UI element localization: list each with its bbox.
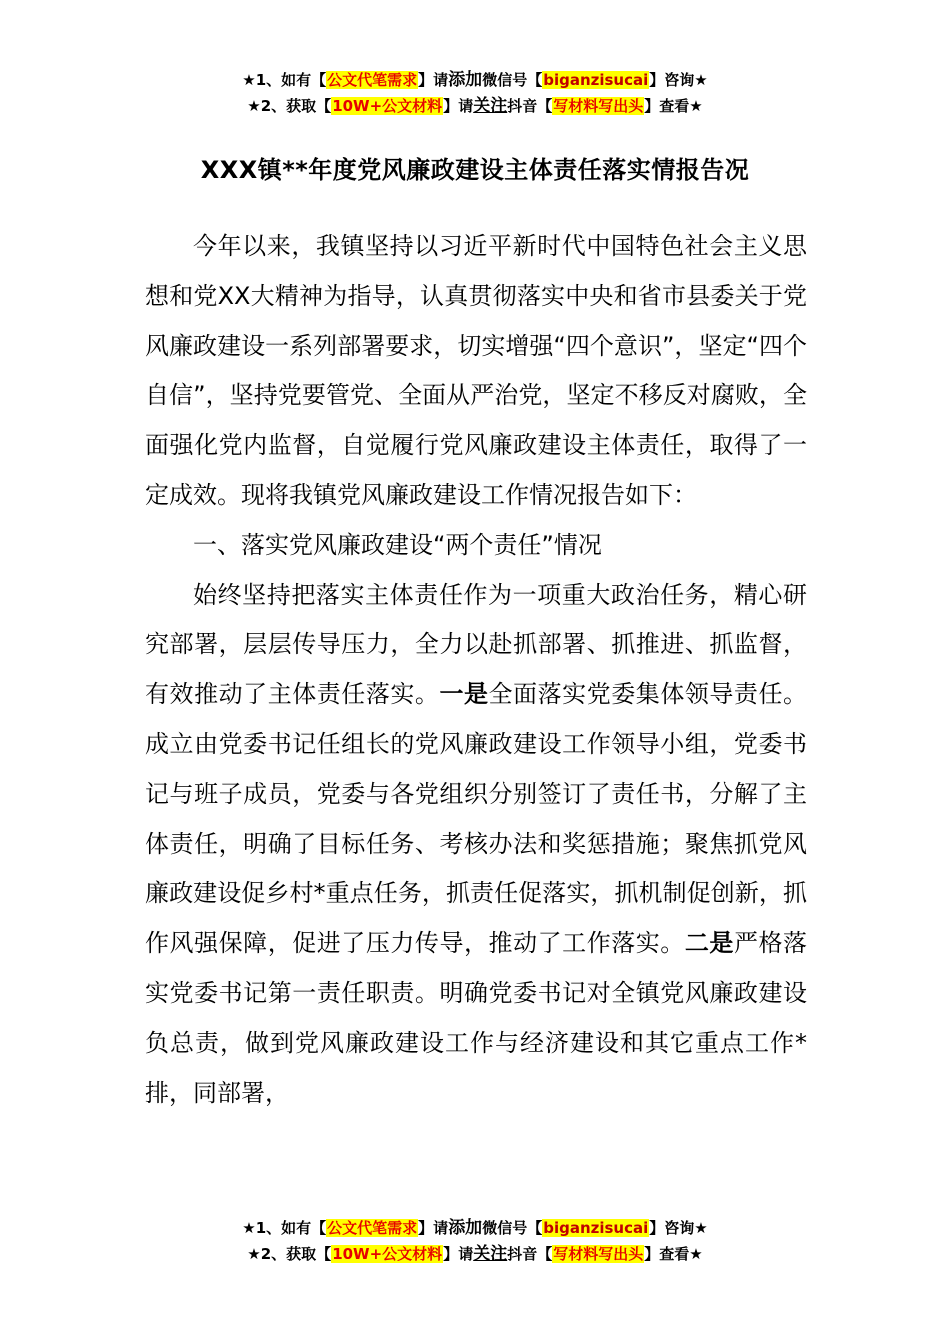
banner-text: ★2、获取【 [247,1245,332,1263]
banner-wechat-id: biganzisucai [543,1219,649,1237]
banner-line-1 [0,67,950,93]
banner-text: 微信号【 [482,71,543,89]
banner-emphasis: 关注 [473,96,508,116]
section-heading: 一、落实党风廉政建设“两个责任”情况 [193,530,602,559]
banner-text: 】咨询★ [649,1219,708,1237]
paragraph-intro: 今年以来，我镇坚持以习近平新时代中国特色社会主义思想和党XX大精神为指导，认真贯彻落实中央和省市县委关于党风廉政建设一系列部署要求，切实增强“四个意识”，坚定“四个自信”，坚持党要管党、全面从严治党，坚定不移反对腐败，全面强化党内监督，自觉履行党风廉政建设主体责任，取得了一定成效。现将我镇党风廉政建设工作情况报告如下： [145,232,807,509]
banner-line-1 [0,1215,950,1241]
banner-text: 抖音【 [507,1245,553,1263]
banner-text: 】咨询★ [649,71,708,89]
banner-text: 】查看★ [644,97,703,115]
banner-line-2 [0,1241,950,1267]
banner-highlight: 写材料写出头 [553,1245,644,1263]
banner-text: 】查看★ [644,1245,703,1263]
point-label: 二是 [684,929,734,958]
paragraph-text: 始终坚持把落实主体责任作为一项重大政治任务，精心研究部署，层层传导压力，全力以赴抓部署、抓推进、抓监督，有效推动了主体责任落实。 [145,580,807,709]
banner-text: 】请 [443,97,474,115]
banner-wechat-id: biganzisucai [543,71,649,89]
banner-text: 微信号【 [482,1219,543,1237]
banner-text: 】请 [418,1219,449,1237]
banner-emphasis: 添加 [448,1218,483,1238]
footer-banner [0,1215,950,1267]
header-banner [0,67,950,119]
banner-line-2 [0,93,950,119]
point-label: 一是 [439,680,489,709]
banner-text: ★2、获取【 [247,97,332,115]
banner-highlight: 公文代笔需求 [327,71,418,89]
banner-text: ★1、如有【 [242,1219,327,1237]
paragraph-section-1 [145,571,807,1119]
document-body [145,222,807,1118]
banner-highlight: 10W+公文材料 [332,1245,443,1263]
banner-emphasis: 关注 [473,1244,508,1264]
paragraph-text: 全面落实党委集体领导责任。成立由党委书记任组长的党风廉政建设工作领导小组，党委书记与班子成员，党委与各党组织分别签订了责任书，分解了主体责任，明确了目标任务、考核办法和奖惩措施；聚焦抓党风廉政建设促乡村*重点任务，抓责任促落实，抓机制促创新，抓作风强保障，促进了压力传导，推动了工作落实。 [145,680,808,958]
banner-text: 抖音【 [507,97,553,115]
banner-highlight: 10W+公文材料 [332,97,443,115]
banner-highlight: 写材料写出头 [553,97,644,115]
banner-text: 】请 [418,71,449,89]
document-title: XXX镇**年度党风廉政建设主体责任落实情报告况 [200,156,750,184]
banner-text: 】请 [443,1245,474,1263]
banner-text: ★1、如有【 [242,71,327,89]
banner-emphasis: 添加 [448,70,483,90]
banner-highlight: 公文代笔需求 [327,1219,418,1237]
paragraph-text: 严格落实党委书记第一责任职责。明确党委书记对全镇党风廉政建设负总责，做到党风廉政建设工作与经济建设和其它重点工作*排，同部署， [145,929,808,1107]
